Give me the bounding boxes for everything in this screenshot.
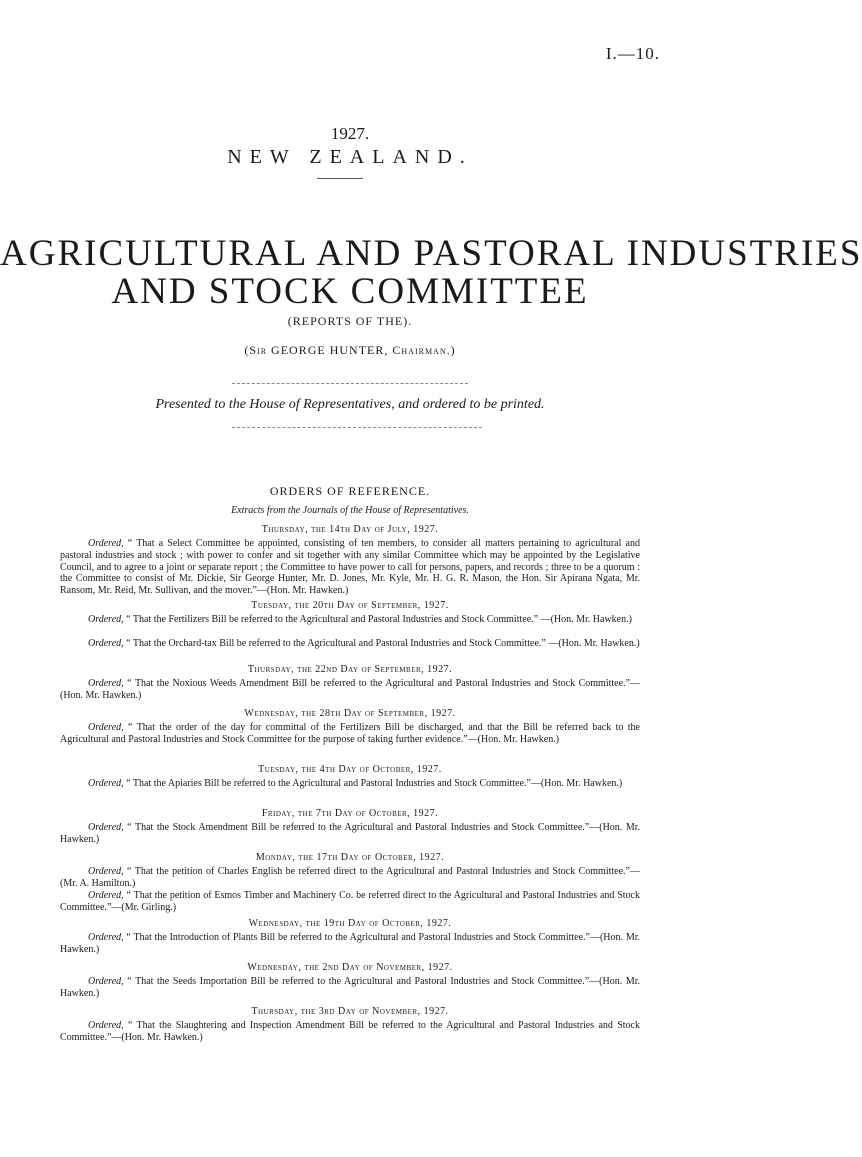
- order-paragraph: Ordered, “ That the Slaughtering and Inspection Amendment Bill be referred to the Agricultural and Pastoral Industries and Stock Committee.”—(Hon. Mr. Hawken.): [60, 1020, 640, 1043]
- entry-date: Friday, the 7th Day of October, 1927.: [261, 808, 439, 819]
- committee-title-line-1: AGRICULTURAL AND PASTORAL INDUSTRIES: [0, 233, 862, 274]
- order-paragraph: Ordered, “ That the Seeds Importation Bill be referred to the Agricultural and Pastoral Industries and Stock Committee.”—(Hon. Mr. Hawken.): [60, 976, 640, 999]
- orders-heading: ORDERS OF REFERENCE.: [269, 484, 431, 498]
- order-paragraph: Ordered, “ That the Introduction of Plants Bill be referred to the Agricultural and Pastoral Industries and Stock Committee.”—(Hon. Mr. Hawken.): [60, 932, 640, 955]
- reports-subtitle: (REPORTS OF THE).: [287, 314, 413, 328]
- entry-date: Thursday, the 22nd Day of September, 1927.: [247, 664, 453, 675]
- entry-date: Tuesday, the 20th Day of September, 1927.: [251, 600, 449, 611]
- order-paragraph: Ordered, “ That the Apiaries Bill be referred to the Agricultural and Pastoral Industries and Stock Committee.”—(Hon. Mr. Hawken.): [88, 778, 623, 789]
- entry-date: Wednesday, the 19th Day of October, 1927.: [248, 918, 452, 929]
- committee-title-line-2: AND STOCK COMMITTEE: [111, 271, 589, 312]
- divider: [317, 178, 363, 179]
- page-number: I.—10.: [605, 44, 660, 63]
- divider: [232, 427, 482, 428]
- extracts-caption: Extracts from the Journals of the House of Representatives.: [231, 505, 469, 516]
- entry-date: Thursday, the 14th Day of July, 1927.: [261, 524, 439, 535]
- chairman-line: (Sir GEORGE HUNTER, Chairman.): [244, 343, 456, 357]
- entry-date: Wednesday, the 28th Day of September, 1927.: [244, 708, 456, 719]
- order-paragraph: Ordered, “ That the Orchard-tax Bill be referred to the Agricultural and Pastoral Industries and Stock Committee.” —(Hon. Mr. Hawken.): [88, 638, 640, 649]
- order-paragraph: Ordered, “ That the order of the day for committal of the Fertilizers Bill be discharged, and that the Bill be referred back to the Agricultural and Pastoral Industries and Stock Committee for the purpose of taking further evidence.”—(Hon. Mr. Hawken.): [60, 722, 640, 745]
- order-paragraph: Ordered, “ That the Fertilizers Bill be referred to the Agricultural and Pastoral Industries and Stock Committee.” —(Hon. Mr. Hawken.): [88, 614, 632, 625]
- order-paragraph: Ordered, “ That the petition of Esmos Timber and Machinery Co. be referred direct to the Agricultural and Pastoral Industries and Stock Committee.”—(Mr. Girling.): [60, 890, 640, 913]
- entry-date: Tuesday, the 4th Day of October, 1927.: [258, 764, 442, 775]
- document-year: 1927.: [330, 124, 370, 143]
- order-paragraph: Ordered, “ That the Noxious Weeds Amendment Bill be referred to the Agricultural and Pastoral Industries and Stock Committee.”—(Hon. Mr. Hawken.): [60, 678, 640, 701]
- country-heading: NEW ZEALAND.: [227, 146, 473, 168]
- order-paragraph: Ordered, “ That the Stock Amendment Bill be referred to the Agricultural and Pastoral Industries and Stock Committee.”—(Hon. Mr. Hawken.): [60, 822, 640, 845]
- presented-note: Presented to the House of Representatives, and ordered to be printed.: [155, 397, 545, 412]
- order-paragraph: Ordered, “ That a Select Committee be appointed, consisting of ten members, to consider all matters pertaining to agricultural and pastoral industries and stock ; with power to confer and sit together with any similar Committee which may be appointed by the Legislative Council, and to agree to a joint or separate report ; the Committee to have power to call for persons, papers, and records ; three to be a quorum : the Committee to consist of Mr. Dickie, Sir George Hunter, Mr. D. Jones, Mr. Kyle, Mr. H. G. R. Mason, the Hon. Sir Apirana Ngata, Mr. Ransom, Mr. Reid, Mr. Sullivan, and the mover.”—(Hon. Mr. Hawken.): [60, 538, 640, 597]
- divider: [232, 383, 468, 384]
- entry-date: Wednesday, the 2nd Day of November, 1927.: [247, 962, 453, 973]
- order-paragraph: Ordered, “ That the petition of Charles English be referred direct to the Agricultural and Pastoral Industries and Stock Committee.”—(Mr. A. Hamilton.): [60, 866, 640, 889]
- entry-date: Thursday, the 3rd Day of November, 1927.: [251, 1006, 449, 1017]
- entry-date: Monday, the 17th Day of October, 1927.: [255, 852, 445, 863]
